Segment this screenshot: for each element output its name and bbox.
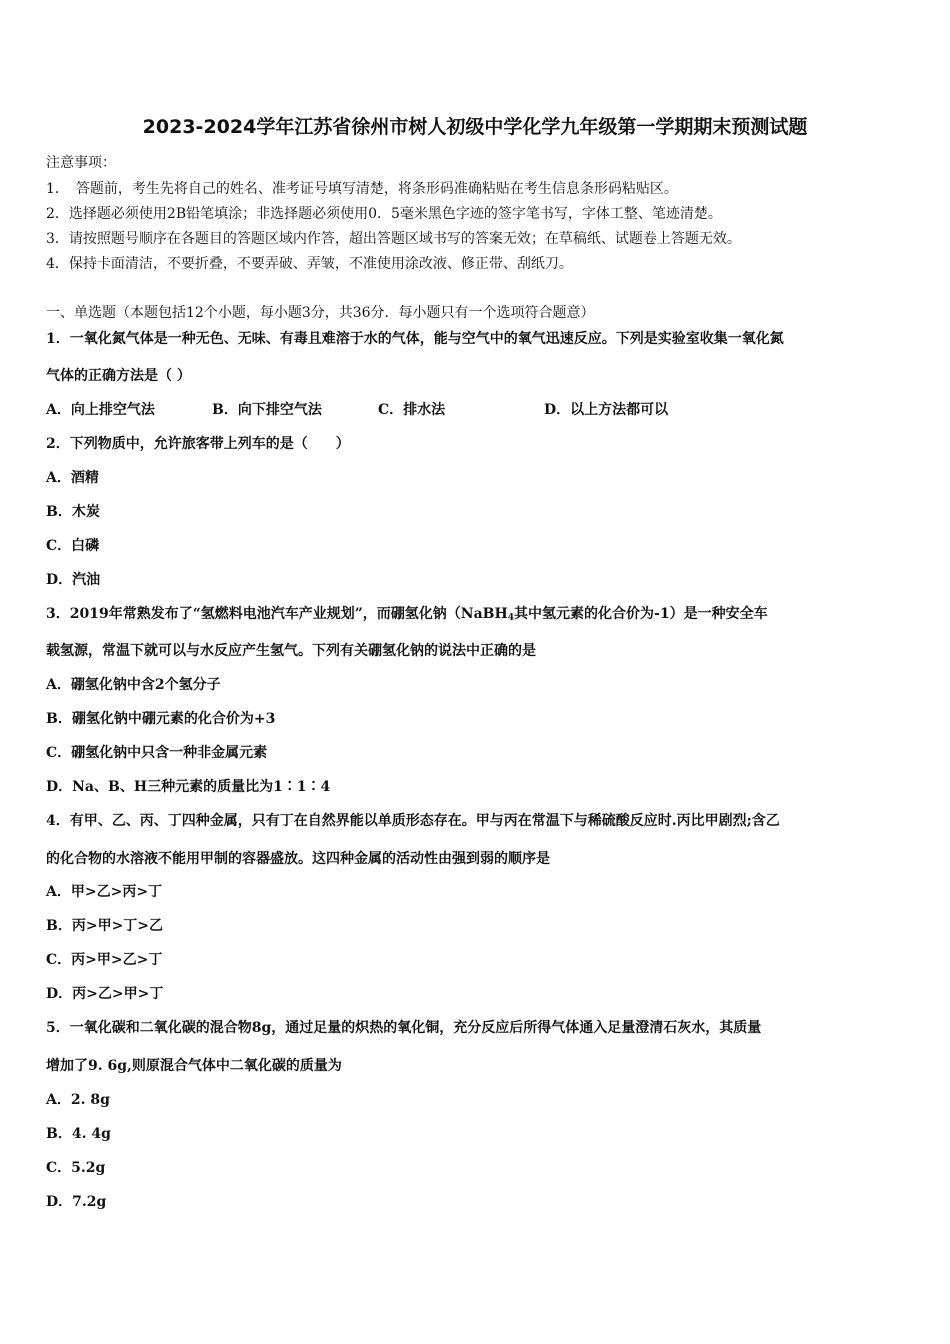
notice-item: 4．保持卡面清洁，不要折叠，不要弄破、弄皱，不准使用涂改液、修正带、刮纸刀。 [46, 256, 573, 272]
option-a[interactable]: A．硼氢化钠中含2个氢分子 [46, 677, 221, 693]
option-d[interactable]: D．汽油 [46, 572, 101, 588]
option-c[interactable]: C．白磷 [46, 538, 100, 554]
question-stem: 2．下列物质中，允许旅客带上列车的是（ ） [46, 436, 350, 452]
question-stem: 4．有甲、乙、丙、丁四种金属，只有丁在自然界能以单质形态存在。甲与丙在常温下与稀硫酸反应时.丙比甲剧烈;含乙 [46, 813, 780, 829]
option-a[interactable]: A．向上排空气法 [46, 402, 155, 418]
notice-heading: 注意事项： [46, 155, 116, 171]
question-stem-part: 3．2019年常熟发布了“氢燃料电池汽车产业规划”，而硼氢化钠（NaBH [46, 606, 508, 622]
notice-item: 1． 答题前，考生先将自己的姓名、准考证号填写清楚，将条形码准确粘贴在考生信息条形码粘贴区。 [46, 181, 678, 197]
question-stem: 载氢源，常温下就可以与水反应产生氢气。下列有关硼氢化钠的说法中正确的是 [46, 643, 536, 659]
question-stem: 5．一氧化碳和二氧化碳的混合物8g，通过足量的炽热的氧化铜，充分反应后所得气体通入足量澄清石灰水，其质量 [46, 1020, 762, 1036]
section-heading: 一、单选题（本题包括12个小题，每小题3分，共36分．每小题只有一个选项符合题意） [46, 305, 595, 321]
question-stem: 1．一氧化氮气体是一种无色、无味、有毒且难溶于水的气体，能与空气中的氧气迅速反应。下列是实验室收集一氧化氮 [46, 331, 784, 347]
option-a[interactable]: A．甲>乙>丙>丁 [46, 884, 163, 900]
option-a[interactable]: A．酒精 [46, 470, 99, 486]
subscript: 4 [507, 613, 515, 623]
notice-item: 2．选择题必须使用2B铅笔填涂；非选择题必须使用0．5毫米黑色字迹的签字笔书写，字体工整、笔迹清楚。 [46, 206, 722, 222]
option-c[interactable]: C．5.2g [46, 1160, 106, 1176]
option-row [46, 399, 668, 419]
option-b[interactable]: B．木炭 [46, 504, 100, 520]
option-d[interactable]: D．7.2g [46, 1194, 107, 1210]
option-d[interactable]: D．Na、B、H三种元素的质量比为1∶1∶4 [46, 779, 331, 795]
option-d[interactable]: D．丙>乙>甲>丁 [46, 986, 164, 1002]
option-b[interactable]: B．硼氢化钠中硼元素的化合价为+3 [46, 711, 276, 727]
question-stem-part: 其中氢元素的化合价为-1）是一种安全车 [514, 606, 768, 622]
question-stem [46, 603, 768, 623]
page-title: 2023-2024学年江苏省徐州市树人初级中学化学九年级第一学期期末预测试题 [142, 116, 808, 138]
option-c[interactable]: C．排水法 [378, 402, 446, 418]
option-c[interactable]: C．丙>甲>乙>丁 [46, 952, 163, 968]
option-b[interactable]: B．向下排空气法 [212, 402, 322, 418]
question-stem: 增加了9. 6g,则原混合气体中二氧化碳的质量为 [46, 1058, 342, 1074]
option-b[interactable]: B．4. 4g [46, 1126, 111, 1142]
question-stem: 气体的正确方法是（ ） [46, 368, 191, 384]
option-d[interactable]: D．以上方法都可以 [544, 402, 669, 418]
question-stem: 的化合物的水溶液不能用甲制的容器盛放。这四种金属的活动性由强到弱的顺序是 [46, 851, 550, 867]
notice-item: 3．请按照题号顺序在各题目的答题区域内作答，超出答题区域书写的答案无效；在草稿纸、试题卷上答题无效。 [46, 231, 741, 247]
option-c[interactable]: C．硼氢化钠中只含一种非金属元素 [46, 745, 268, 761]
option-b[interactable]: B．丙>甲>丁>乙 [46, 918, 164, 934]
option-a[interactable]: A．2. 8g [46, 1092, 110, 1108]
